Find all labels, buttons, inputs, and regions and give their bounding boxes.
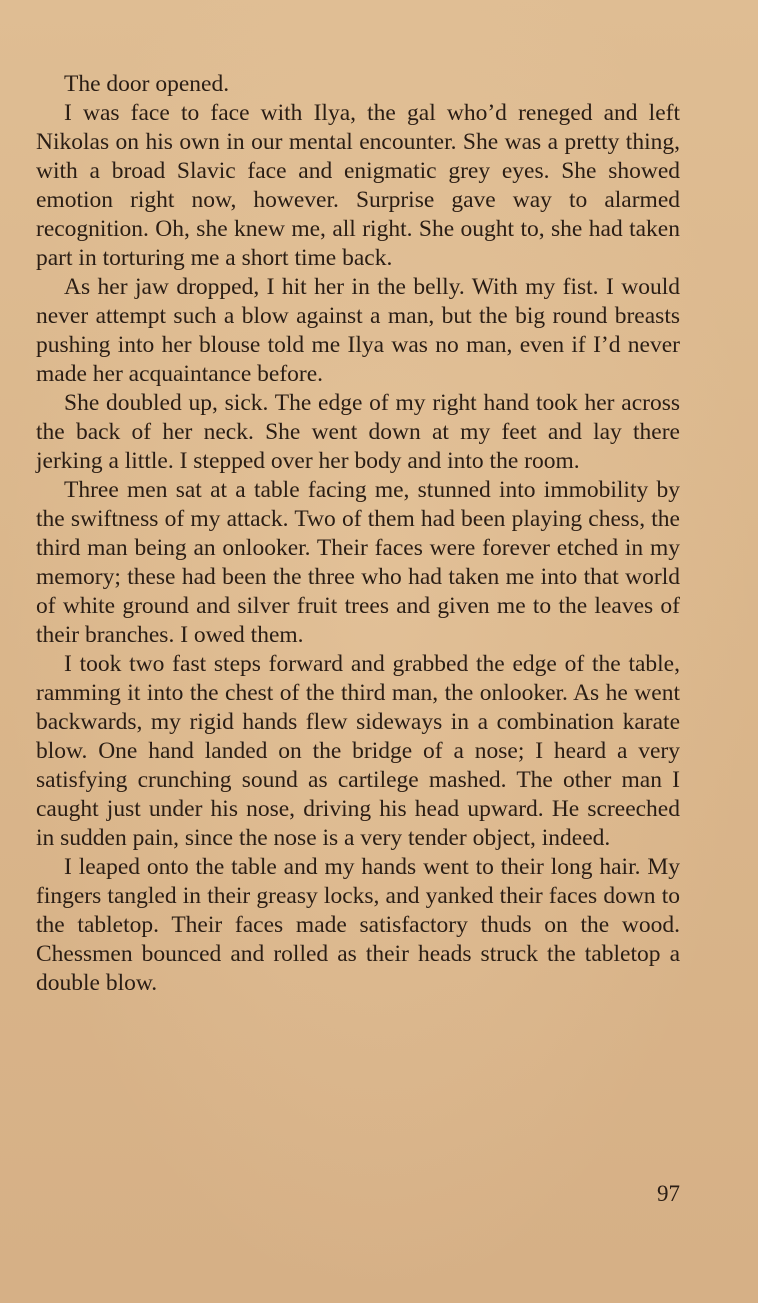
paragraph: I was face to face with Ilya, the gal who’d reneged and left Nikolas on his own in our mental encounter. She was a pretty thing, with a broad Slavic face and enigmatic grey eyes. She showed emotion right now, however. Surprise gave way to alarmed recognition. Oh, she knew me, all right. She ought to, she had taken part in torturing me a short time back. — [36, 100, 680, 271]
paragraph: I took two fast steps forward and grabbed the edge of the table, ramming it into the chest of the third man, the onlooker. As he went backwards, my rigid hands flew sideways in a combination karate blow. One hand landed on the bridge of a nose; I heard a very satisfying crunching sound as cartilege mashed. The other man I caught just under his nose, driving his head upward. He screeched in sudden pain, since the nose is a very tender object, indeed. — [36, 651, 680, 851]
paragraph: Three men sat at a table facing me, stunned into immobility by the swiftness of my attack. Two of them had been playing chess, the third man being an onlooker. Their faces were forever etched in my memory; these had been the three who had taken me into that world of white ground and silver fruit trees and given me to the leaves of their branches. I owed them. — [36, 477, 680, 648]
paragraph: She doubled up, sick. The edge of my right hand took her across the back of her neck. She went down at my feet and lay there jerking a little. I stepped over her body and into the room. — [36, 390, 680, 474]
paragraph: The door opened. — [64, 71, 230, 97]
paragraph: I leaped onto the table and my hands went to their long hair. My fingers tangled in their greasy locks, and yanked their faces down to the tabletop. Their faces made satisfactory thuds on the wood. Chessmen bounced and rolled as their heads struck the tabletop a double blow. — [36, 854, 680, 996]
body-text — [36, 70, 680, 998]
paragraph: As her jaw dropped, I hit her in the belly. With my fist. I would never attempt such a blow against a man, but the big round breasts pushing into her blouse told me Ilya was no man, even if I’d never made her acquaintance before. — [36, 274, 680, 387]
page-number: 97 — [657, 1181, 680, 1206]
